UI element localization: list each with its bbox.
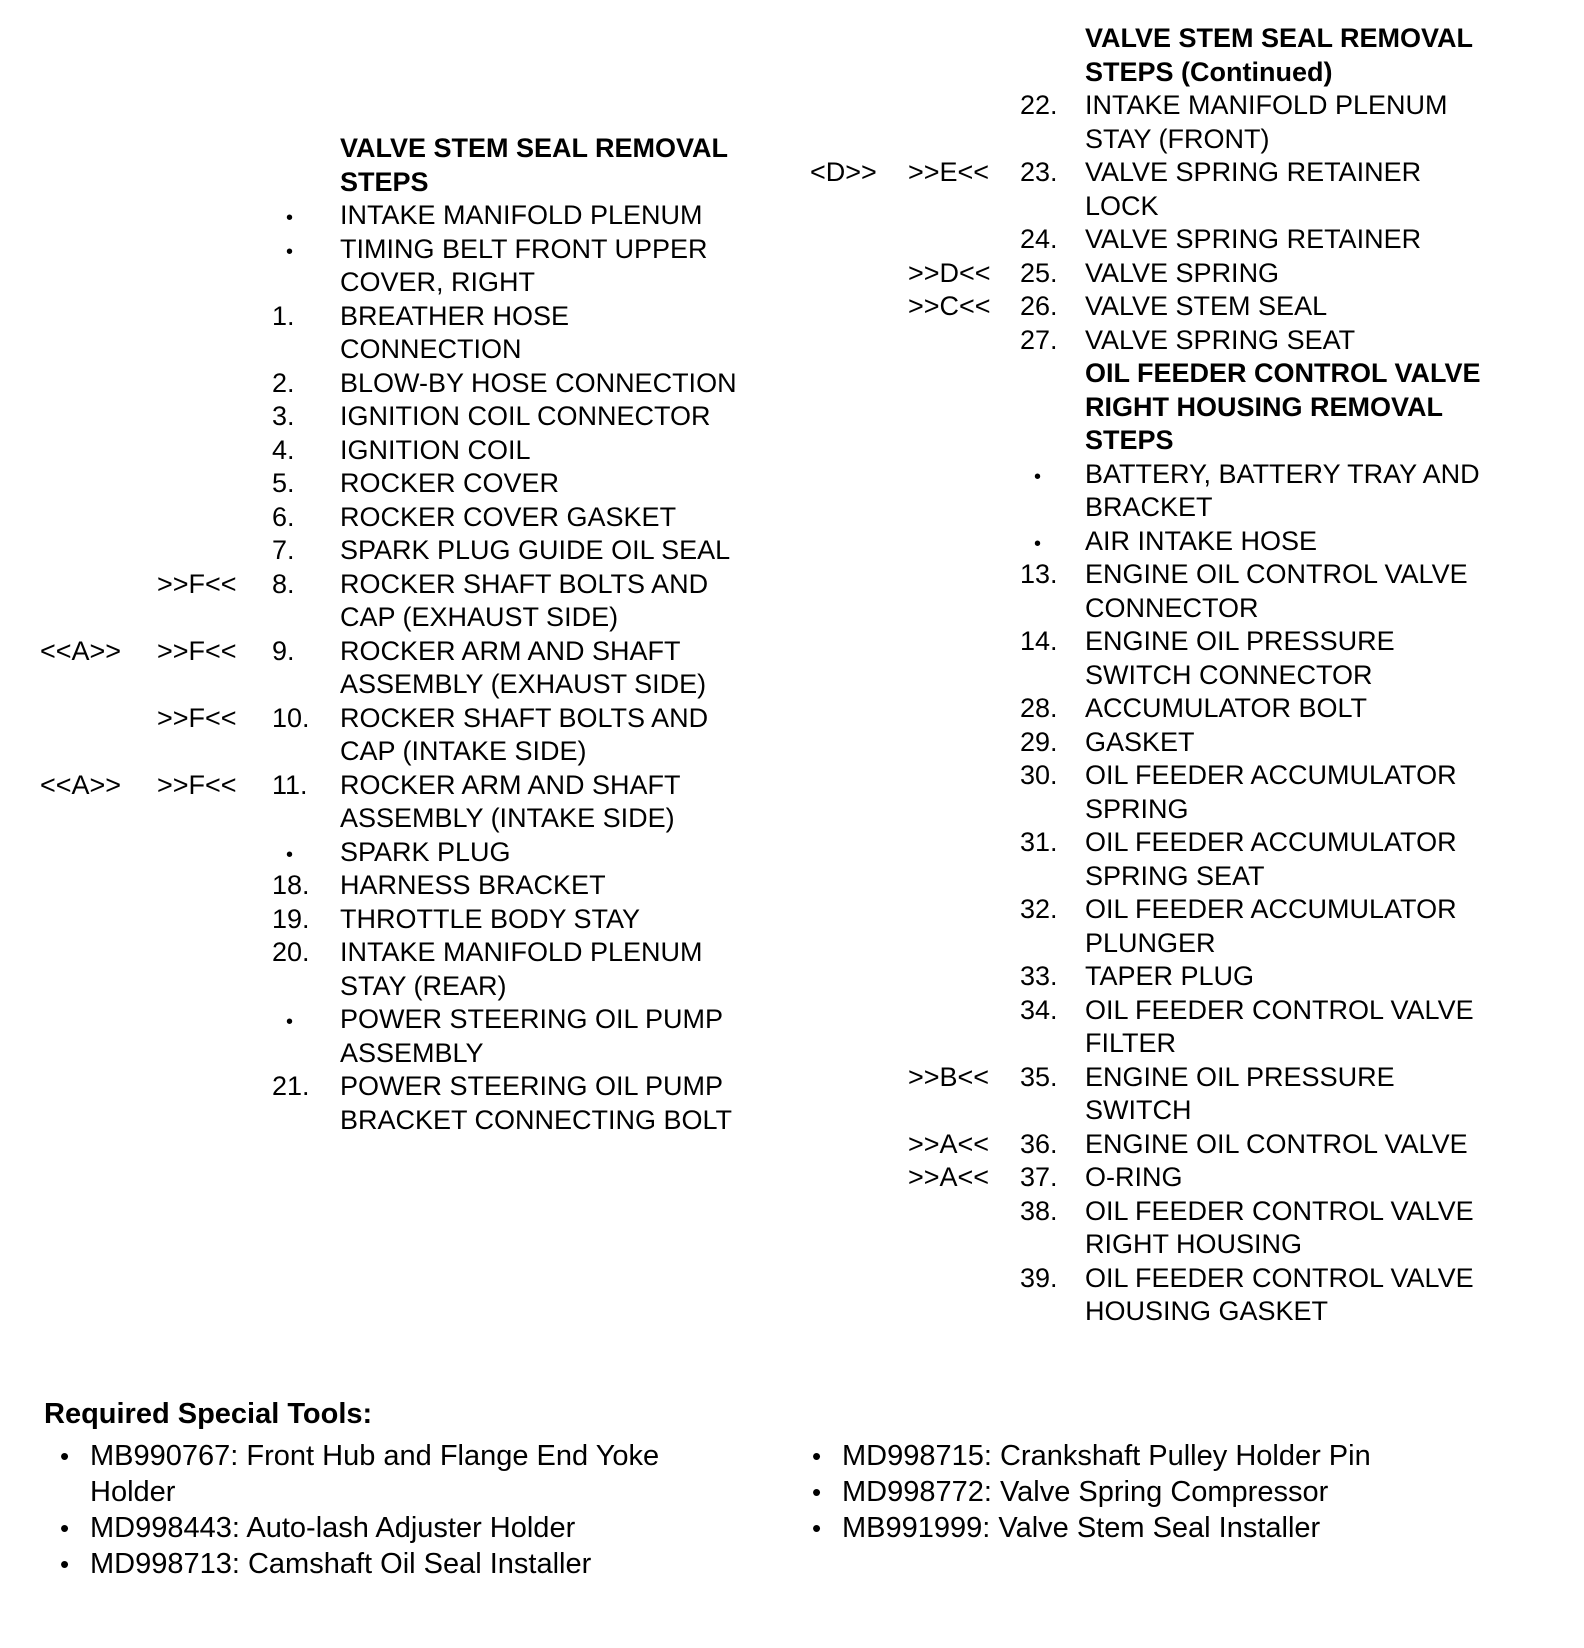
step-row: [40, 467, 760, 501]
step-text: TAPER PLUG: [1085, 961, 1255, 991]
step-row: [810, 726, 1510, 760]
step-row: [40, 199, 760, 233]
step-number: 1.: [272, 300, 295, 331]
step-text: BATTERY, BATTERY TRAY AND BRACKET: [1085, 458, 1480, 522]
step-number: 19.: [272, 903, 310, 934]
reference-mark: >>F<<: [157, 635, 237, 666]
section-header-text: VALVE STEM SEAL REMOVAL STEPS: [340, 133, 729, 197]
step-row: [810, 223, 1510, 257]
bullet-icon: •: [286, 240, 294, 263]
step-row: [810, 525, 1510, 559]
reference-mark: >>F<<: [157, 568, 237, 599]
step-text: ENGINE OIL PRESSURE SWITCH CONNECTOR: [1085, 626, 1395, 690]
step-row: [40, 635, 760, 702]
step-row: [40, 903, 760, 937]
tool-item: [60, 1510, 760, 1546]
step-text: ENGINE OIL CONTROL VALVE: [1085, 1128, 1468, 1159]
step-number: 6.: [272, 501, 295, 532]
bullet-icon: •: [286, 1011, 294, 1033]
step-row: [40, 702, 760, 769]
bullet-icon: •: [60, 1513, 70, 1543]
step-text: OIL FEEDER CONTROL VALVE RIGHT HOUSING: [1085, 1195, 1474, 1259]
step-row: [40, 434, 760, 468]
step-number: 29.: [1020, 726, 1058, 757]
section-header: [810, 22, 1510, 89]
reference-mark: >>C<<: [908, 291, 991, 321]
step-row: [810, 257, 1510, 291]
step-text: ROCKER COVER: [340, 468, 560, 498]
reference-mark: >>A<<: [908, 1162, 990, 1192]
step-number: 23.: [1020, 157, 1058, 187]
step-number: 33.: [1020, 961, 1058, 991]
step-row: [810, 893, 1510, 960]
step-row: [810, 324, 1510, 358]
step-text: POWER STEERING OIL PUMP BRACKET CONNECTING BOLT: [340, 1071, 733, 1135]
step-text: VALVE SPRING SEAT: [1085, 324, 1356, 355]
reference-mark: >>F<<: [157, 769, 237, 800]
step-text: IGNITION COIL: [340, 434, 531, 465]
step-row: [810, 826, 1510, 893]
bullet-icon: •: [1034, 532, 1042, 555]
reference-mark: <<A>>: [40, 769, 122, 800]
step-row: [40, 836, 760, 870]
step-text: OIL FEEDER ACCUMULATOR SPRING SEAT: [1085, 827, 1457, 891]
step-text: IGNITION COIL CONNECTOR: [340, 401, 711, 431]
step-number: 22.: [1020, 90, 1058, 120]
step-text: OIL FEEDER ACCUMULATOR SPRING: [1085, 760, 1457, 824]
step-row: [810, 290, 1510, 324]
bullet-icon: •: [286, 843, 294, 866]
step-row: [40, 534, 760, 568]
step-row: [810, 156, 1510, 223]
step-number: 28.: [1020, 693, 1058, 723]
step-row: [40, 300, 760, 367]
tool-item: [60, 1438, 760, 1510]
step-row: [40, 367, 760, 401]
step-text: O-RING: [1085, 1162, 1183, 1192]
step-number: 3.: [272, 401, 295, 431]
step-number: 20.: [272, 937, 310, 967]
step-row: [810, 759, 1510, 826]
step-number: 37.: [1020, 1162, 1058, 1192]
step-text: ROCKER SHAFT BOLTS AND CAP (EXHAUST SIDE): [340, 568, 709, 632]
step-number: 39.: [1020, 1262, 1058, 1293]
step-row: [810, 960, 1510, 994]
step-row: [810, 994, 1510, 1061]
step-number: 5.: [272, 468, 295, 498]
step-text: OIL FEEDER CONTROL VALVE FILTER: [1085, 994, 1474, 1058]
step-number: 2.: [272, 367, 295, 398]
step-text: HARNESS BRACKET: [340, 870, 606, 900]
reference-mark: >>E<<: [908, 157, 990, 187]
step-number: 25.: [1020, 257, 1058, 288]
step-text: VALVE SPRING RETAINER: [1085, 224, 1422, 254]
reference-mark: >>F<<: [157, 702, 237, 733]
step-text: VALVE STEM SEAL: [1085, 291, 1328, 321]
step-number: 8.: [272, 568, 295, 599]
step-row: [810, 458, 1510, 525]
step-number: 32.: [1020, 894, 1058, 924]
bullet-icon: •: [1034, 465, 1042, 488]
section-header: [40, 132, 760, 199]
left-steps-column: [40, 132, 760, 1137]
bullet-icon: •: [812, 1441, 822, 1471]
step-text: BREATHER HOSE CONNECTION: [340, 300, 570, 364]
step-row: [40, 501, 760, 535]
step-row: [40, 400, 760, 434]
step-text: ROCKER SHAFT BOLTS AND CAP (INTAKE SIDE): [340, 702, 709, 766]
step-row: [810, 1128, 1510, 1162]
step-number: 26.: [1020, 291, 1058, 321]
step-number: 9.: [272, 635, 295, 666]
bullet-icon: •: [60, 1549, 70, 1579]
tool-item: [812, 1438, 1512, 1474]
reference-mark: >>B<<: [908, 1061, 990, 1092]
step-text: GASKET: [1085, 726, 1195, 757]
step-row: [810, 625, 1510, 692]
step-row: [40, 1070, 760, 1137]
step-number: 35.: [1020, 1061, 1058, 1092]
step-text: ROCKER COVER GASKET: [340, 501, 677, 532]
bullet-icon: •: [60, 1441, 70, 1471]
step-number: 11.: [272, 769, 308, 800]
step-text: INTAKE MANIFOLD PLENUM STAY (REAR): [340, 937, 703, 1001]
step-text: TIMING BELT FRONT UPPER COVER, RIGHT: [340, 233, 708, 297]
tool-text: MD998715: Crankshaft Pulley Holder Pin: [842, 1440, 1371, 1472]
step-row: [40, 1003, 760, 1070]
tool-text: MB991999: Valve Stem Seal Installer: [842, 1512, 1321, 1544]
step-number: 10.: [272, 702, 310, 733]
step-text: SPARK PLUG GUIDE OIL SEAL: [340, 535, 731, 565]
step-text: THROTTLE BODY STAY: [340, 903, 641, 934]
section-header-text: VALVE STEM SEAL REMOVAL STEPS (Continued): [1085, 23, 1474, 87]
step-number: 34.: [1020, 994, 1058, 1025]
step-text: INTAKE MANIFOLD PLENUM STAY (FRONT): [1085, 90, 1448, 154]
step-number: 24.: [1020, 224, 1058, 254]
step-number: 13.: [1020, 559, 1058, 589]
step-row: [810, 89, 1510, 156]
step-row: [810, 1061, 1510, 1128]
step-text: ACCUMULATOR BOLT: [1085, 693, 1368, 723]
step-row: [810, 558, 1510, 625]
step-text: ENGINE OIL CONTROL VALVE CONNECTOR: [1085, 559, 1468, 623]
step-row: [810, 1161, 1510, 1195]
tool-text: MB990767: Front Hub and Flange End Yoke Holder: [90, 1440, 660, 1508]
step-text: OIL FEEDER ACCUMULATOR PLUNGER: [1085, 894, 1457, 958]
tool-item: [60, 1546, 760, 1582]
step-row: [810, 692, 1510, 726]
step-row: [40, 233, 760, 300]
step-text: INTAKE MANIFOLD PLENUM: [340, 200, 703, 230]
step-number: 30.: [1020, 760, 1058, 790]
reference-mark: >>D<<: [908, 257, 991, 288]
step-row: [40, 769, 760, 836]
tool-item: [812, 1510, 1512, 1546]
reference-mark: <D>>: [810, 157, 877, 187]
tools-list-left: [60, 1438, 760, 1582]
reference-mark: <<A>>: [40, 635, 122, 666]
step-text: ENGINE OIL PRESSURE SWITCH: [1085, 1061, 1395, 1125]
section-header: [810, 357, 1510, 458]
step-number: 14.: [1020, 626, 1058, 656]
step-row: [40, 936, 760, 1003]
bullet-icon: •: [286, 207, 294, 229]
reference-mark: >>A<<: [908, 1128, 990, 1159]
step-number: 7.: [272, 535, 295, 565]
right-steps-column: [810, 22, 1510, 1329]
tool-item: [812, 1474, 1512, 1510]
step-text: AIR INTAKE HOSE: [1085, 525, 1318, 556]
step-number: 31.: [1020, 827, 1058, 857]
step-number: 18.: [272, 870, 310, 900]
step-text: OIL FEEDER CONTROL VALVE HOUSING GASKET: [1085, 1262, 1474, 1326]
step-number: 38.: [1020, 1195, 1058, 1226]
tool-text: MD998772: Valve Spring Compressor: [842, 1476, 1329, 1508]
step-text: BLOW-BY HOSE CONNECTION: [340, 367, 737, 398]
bullet-icon: •: [812, 1477, 822, 1507]
step-text: ROCKER ARM AND SHAFT ASSEMBLY (INTAKE SIDE): [340, 769, 681, 833]
step-row: [40, 568, 760, 635]
tool-text: MD998443: Auto-lash Adjuster Holder: [90, 1512, 576, 1544]
step-row: [810, 1195, 1510, 1262]
step-text: SPARK PLUG: [340, 836, 511, 867]
tool-text: MD998713: Camshaft Oil Seal Installer: [90, 1548, 592, 1580]
step-number: 4.: [272, 434, 295, 465]
step-number: 27.: [1020, 324, 1058, 355]
step-number: 36.: [1020, 1128, 1058, 1159]
step-text: POWER STEERING OIL PUMP ASSEMBLY: [340, 1004, 724, 1068]
section-header-text: OIL FEEDER CONTROL VALVE RIGHT HOUSING REMOVAL STEPS: [1085, 358, 1481, 455]
step-row: [810, 1262, 1510, 1329]
step-row: [40, 869, 760, 903]
step-number: 21.: [272, 1071, 310, 1101]
step-text: VALVE SPRING: [1085, 257, 1280, 288]
required-tools-title: Required Special Tools:: [44, 1398, 373, 1430]
tools-list-right: [812, 1438, 1512, 1546]
bullet-icon: •: [812, 1513, 822, 1543]
step-text: ROCKER ARM AND SHAFT ASSEMBLY (EXHAUST SIDE): [340, 635, 707, 699]
step-text: VALVE SPRING RETAINER LOCK: [1085, 157, 1422, 221]
